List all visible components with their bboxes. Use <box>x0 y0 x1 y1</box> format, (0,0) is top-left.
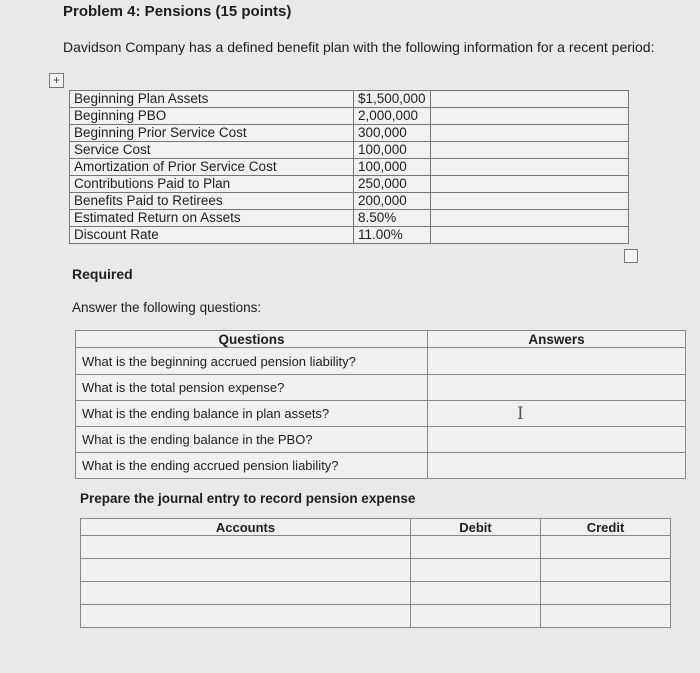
debit-header: Debit <box>411 519 541 536</box>
info-label: Estimated Return on Assets <box>70 210 354 227</box>
table-row <box>76 375 686 401</box>
questions-table <box>75 330 686 479</box>
info-value: 250,000 <box>354 176 431 193</box>
question-text: What is the ending balance in plan assets? <box>76 401 428 427</box>
answer-cell[interactable] <box>428 401 686 427</box>
answer-cell[interactable] <box>428 427 686 453</box>
problem-intro: Davidson Company has a defined benefit plan with the following information for a recent period: <box>63 39 655 55</box>
required-heading: Required <box>72 266 133 282</box>
info-value: 8.50% <box>354 210 431 227</box>
question-text: What is the beginning accrued pension liability? <box>76 348 428 375</box>
credit-cell[interactable] <box>541 559 671 582</box>
info-table <box>69 90 629 244</box>
credit-cell[interactable] <box>541 536 671 559</box>
question-text: What is the ending accrued pension liability? <box>76 453 428 479</box>
info-label: Contributions Paid to Plan <box>70 176 354 193</box>
problem-title: Problem 4: Pensions (15 points) <box>63 3 292 20</box>
move-icon[interactable]: + <box>49 73 64 88</box>
table-row <box>76 453 686 479</box>
credit-header: Credit <box>541 519 671 536</box>
info-label: Benefits Paid to Retirees <box>70 193 354 210</box>
table-row <box>70 227 629 244</box>
info-value: 100,000 <box>354 142 431 159</box>
info-value: 300,000 <box>354 125 431 142</box>
table-row <box>70 125 629 142</box>
info-label: Beginning Prior Service Cost <box>70 125 354 142</box>
table-row <box>76 401 686 427</box>
table-row <box>81 559 671 582</box>
table-header-row <box>81 519 671 536</box>
accounts-header: Accounts <box>81 519 411 536</box>
info-label: Beginning Plan Assets <box>70 91 354 108</box>
info-label: Discount Rate <box>70 227 354 244</box>
resize-handle-icon[interactable] <box>624 249 638 263</box>
table-row <box>76 427 686 453</box>
question-text: What is the total pension expense? <box>76 375 428 401</box>
credit-cell[interactable] <box>541 582 671 605</box>
journal-title: Prepare the journal entry to record pension expense <box>80 491 416 506</box>
journal-table <box>80 518 671 628</box>
account-cell[interactable] <box>81 559 411 582</box>
table-row <box>70 210 629 227</box>
table-row <box>70 142 629 159</box>
answer-cell[interactable] <box>428 453 686 479</box>
account-cell[interactable] <box>81 605 411 628</box>
table-row <box>70 159 629 176</box>
required-instructions: Answer the following questions: <box>72 300 262 315</box>
table-row <box>81 605 671 628</box>
debit-cell[interactable] <box>411 536 541 559</box>
table-header-row <box>76 331 686 348</box>
account-cell[interactable] <box>81 536 411 559</box>
credit-cell[interactable] <box>541 605 671 628</box>
info-value: 200,000 <box>354 193 431 210</box>
table-row <box>76 348 686 375</box>
account-cell[interactable] <box>81 582 411 605</box>
table-row <box>81 582 671 605</box>
table-row <box>70 176 629 193</box>
debit-cell[interactable] <box>411 582 541 605</box>
question-text: What is the ending balance in the PBO? <box>76 427 428 453</box>
debit-cell[interactable] <box>411 605 541 628</box>
table-row <box>81 536 671 559</box>
answer-cell[interactable] <box>428 348 686 375</box>
answers-header: Answers <box>428 331 686 348</box>
info-label: Beginning PBO <box>70 108 354 125</box>
table-row <box>70 108 629 125</box>
table-row <box>70 91 629 108</box>
info-value: 100,000 <box>354 159 431 176</box>
info-value: $1,500,000 <box>354 91 431 108</box>
debit-cell[interactable] <box>411 559 541 582</box>
text-cursor-icon: I <box>517 404 524 424</box>
info-label: Amortization of Prior Service Cost <box>70 159 354 176</box>
table-row <box>70 193 629 210</box>
questions-header: Questions <box>76 331 428 348</box>
info-value: 2,000,000 <box>354 108 431 125</box>
info-label: Service Cost <box>70 142 354 159</box>
info-value: 11.00% <box>354 227 431 244</box>
answer-cell[interactable] <box>428 375 686 401</box>
